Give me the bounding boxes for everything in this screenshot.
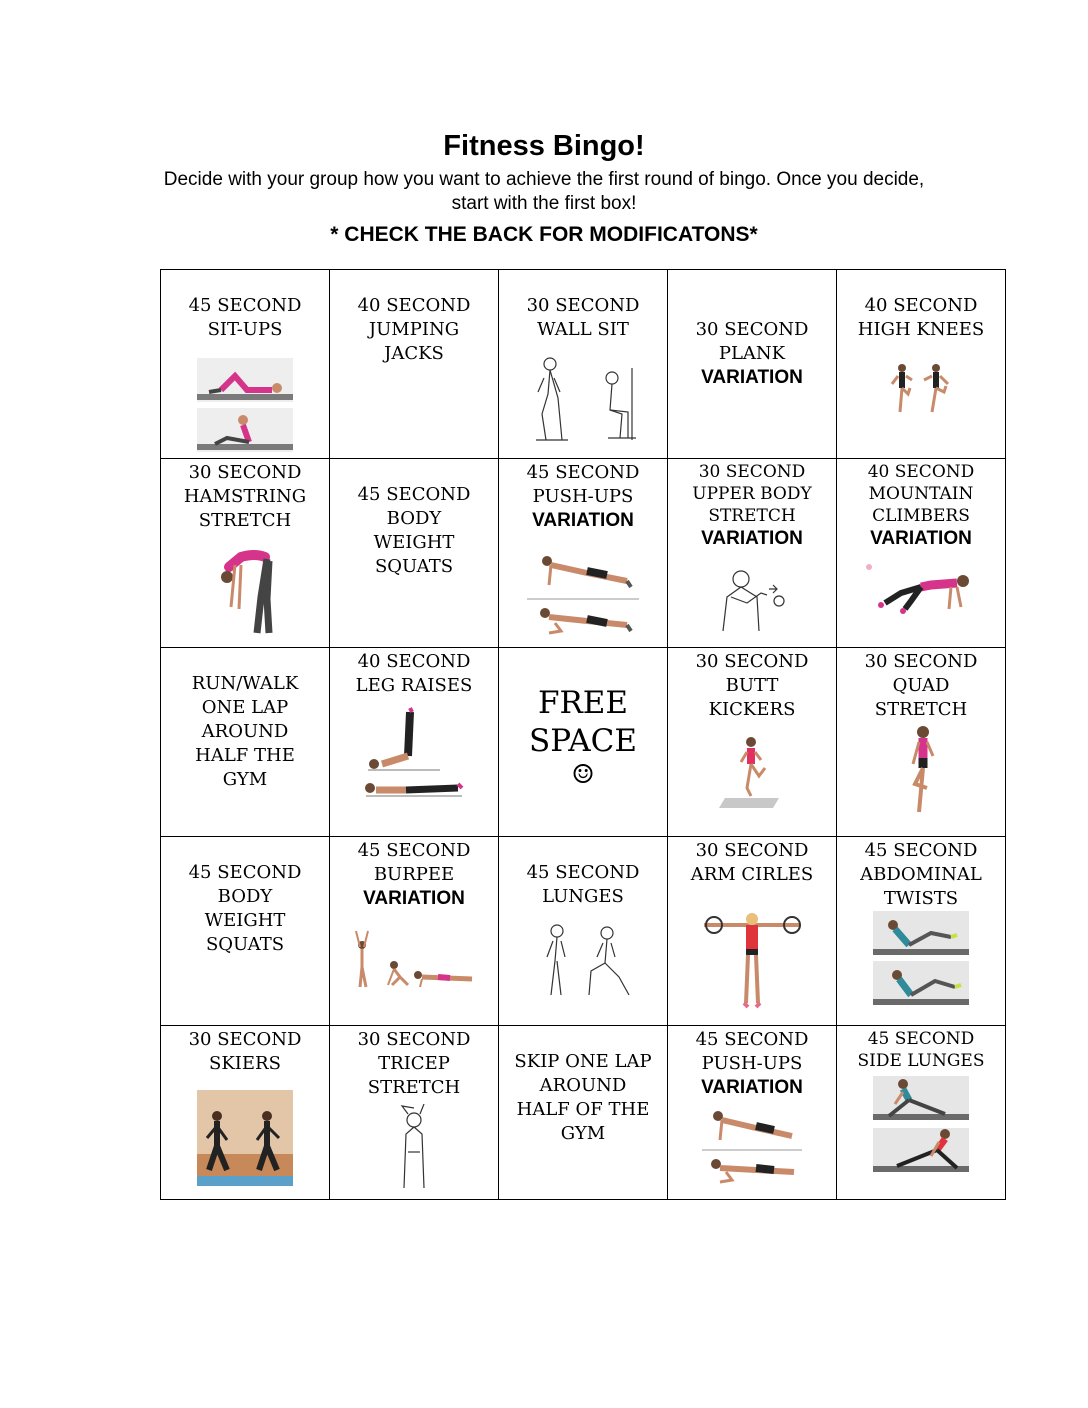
abdominal-twists-photo-icon bbox=[873, 911, 969, 1005]
skiers-photo-icon bbox=[197, 1090, 293, 1186]
butt-kickers-photo-icon bbox=[717, 734, 787, 810]
cell-exercise: BURPEE bbox=[373, 864, 455, 885]
variation-label: VARIATION bbox=[870, 528, 972, 549]
cell-exercise: SIDE LUNGES bbox=[857, 1051, 985, 1071]
cell-duration: 45 SECOND bbox=[357, 484, 471, 505]
cell-exercise-cont: STRETCH bbox=[874, 699, 968, 720]
arm-circles-photo-icon bbox=[700, 911, 804, 1009]
page-instructions: Decide with your group how you want to achieve the first round of bingo. Once you decide, start with the first box! bbox=[163, 169, 925, 214]
cell-exercise: SIT-UPS bbox=[207, 319, 283, 340]
cell-exercise-cont: SQUATS bbox=[374, 556, 454, 577]
page-header bbox=[0, 128, 1088, 248]
cell-duration: 45 SECOND bbox=[867, 1029, 975, 1049]
free-label: FREE bbox=[537, 685, 629, 721]
bingo-cell-sit-ups[interactable] bbox=[161, 270, 330, 459]
space-label: SPACE bbox=[529, 723, 637, 759]
cell-exercise-cont: WEIGHT bbox=[204, 910, 286, 931]
cell-duration: 30 SECOND bbox=[188, 1029, 302, 1050]
burpee-photo-icon bbox=[352, 927, 476, 991]
bingo-cell-butt-kickers[interactable] bbox=[668, 648, 837, 837]
cell-exercise: BUTT bbox=[725, 675, 779, 696]
cell-duration: 45 SECOND bbox=[357, 840, 471, 861]
bingo-cell-run-walk-lap[interactable] bbox=[161, 648, 330, 837]
cell-exercise: SKIP ONE LAP bbox=[514, 1051, 652, 1072]
cell-duration: 45 SECOND bbox=[864, 840, 978, 861]
bingo-cell-hamstring-stretch[interactable] bbox=[161, 459, 330, 648]
cell-exercise-cont: AROUND bbox=[539, 1075, 627, 1096]
cell-exercise-cont: TWISTS bbox=[883, 888, 959, 909]
bingo-cell-plank[interactable] bbox=[668, 270, 837, 459]
cell-duration: 30 SECOND bbox=[357, 1029, 471, 1050]
bingo-cell-skiers[interactable] bbox=[161, 1026, 330, 1200]
bingo-cell-lunges[interactable] bbox=[499, 837, 668, 1026]
cell-exercise: BODY bbox=[217, 886, 273, 907]
mountain-climbers-photo-icon bbox=[865, 563, 977, 619]
bingo-cell-leg-raises[interactable] bbox=[330, 648, 499, 837]
bingo-cell-abdominal-twists[interactable] bbox=[837, 837, 1006, 1026]
cell-exercise: LUNGES bbox=[542, 886, 624, 907]
cell-exercise: ARM CIRLES bbox=[690, 864, 814, 885]
cell-duration: 30 SECOND bbox=[695, 840, 809, 861]
cell-duration: 30 SECOND bbox=[695, 319, 809, 340]
cell-duration: 45 SECOND bbox=[526, 862, 640, 883]
bingo-cell-mountain-climbers[interactable] bbox=[837, 459, 1006, 648]
bingo-row bbox=[161, 459, 1006, 648]
cell-exercise: UPPER BODY bbox=[692, 484, 812, 504]
bingo-cell-free-space[interactable] bbox=[499, 648, 668, 837]
cell-exercise: LEG RAISES bbox=[355, 675, 473, 696]
cell-exercise: MOUNTAIN bbox=[868, 484, 974, 504]
push-ups-photo-icon bbox=[527, 547, 639, 639]
cell-exercise-cont: CLIMBERS bbox=[872, 506, 970, 526]
cell-exercise-cont: GYM bbox=[560, 1123, 606, 1144]
cell-exercise-cont: WEIGHT bbox=[373, 532, 455, 553]
smiley-icon: ☺ bbox=[571, 760, 595, 790]
variation-label: VARIATION bbox=[701, 528, 803, 549]
bingo-row bbox=[161, 1026, 1006, 1200]
bingo-cell-side-lunges[interactable] bbox=[837, 1026, 1006, 1200]
bingo-row bbox=[161, 648, 1006, 837]
tricep-stretch-sketch-icon bbox=[394, 1104, 434, 1190]
bingo-cell-skip-lap[interactable] bbox=[499, 1026, 668, 1200]
cell-exercise: PUSH-UPS bbox=[532, 486, 634, 507]
cell-exercise-cont: STRETCH bbox=[198, 510, 292, 531]
bingo-row bbox=[161, 837, 1006, 1026]
cell-exercise-cont: KICKERS bbox=[708, 699, 796, 720]
bingo-cell-push-ups[interactable] bbox=[499, 459, 668, 648]
cell-duration: 45 SECOND bbox=[526, 462, 640, 483]
cell-exercise: TRICEP bbox=[378, 1053, 450, 1074]
cell-exercise-cont: GYM bbox=[222, 769, 268, 790]
cell-exercise-cont: SQUATS bbox=[205, 934, 285, 955]
bingo-cell-upper-body-stretch[interactable] bbox=[668, 459, 837, 648]
cell-duration: 30 SECOND bbox=[695, 651, 809, 672]
hamstring-stretch-photo-icon bbox=[205, 547, 285, 637]
bingo-cell-arm-circles[interactable] bbox=[668, 837, 837, 1026]
quad-stretch-photo-icon bbox=[893, 724, 949, 816]
cell-exercise: ABDOMINAL bbox=[860, 864, 982, 885]
page-title: Fitness Bingo! bbox=[443, 130, 645, 162]
cell-exercise: PUSH-UPS bbox=[701, 1053, 803, 1074]
upper-body-stretch-sketch-icon bbox=[717, 567, 787, 633]
bingo-cell-high-knees[interactable] bbox=[837, 270, 1006, 459]
cell-duration: 45 SECOND bbox=[695, 1029, 809, 1050]
cell-exercise: RUN/WALK bbox=[191, 673, 299, 694]
cell-exercise: SKIERS bbox=[209, 1053, 281, 1074]
wall-sit-sketch-icon bbox=[528, 354, 638, 444]
cell-duration: 40 SECOND bbox=[864, 295, 978, 316]
bingo-cell-quad-stretch[interactable] bbox=[837, 648, 1006, 837]
bingo-cell-burpee[interactable] bbox=[330, 837, 499, 1026]
cell-exercise: BODY bbox=[386, 508, 442, 529]
cell-duration: 30 SECOND bbox=[188, 462, 302, 483]
cell-exercise: HIGH KNEES bbox=[857, 319, 985, 340]
bingo-grid bbox=[160, 269, 1006, 1200]
variation-label: VARIATION bbox=[701, 1077, 803, 1098]
side-lunges-photo-icon bbox=[873, 1076, 969, 1172]
cell-duration: 45 SECOND bbox=[188, 295, 302, 316]
push-ups-photo-icon bbox=[702, 1106, 802, 1184]
cell-exercise-cont: HALF THE bbox=[195, 745, 295, 766]
lunges-sketch-icon bbox=[533, 921, 633, 999]
cell-exercise: PLANK bbox=[718, 343, 786, 364]
cell-duration: 40 SECOND bbox=[357, 651, 471, 672]
cell-duration: 30 SECOND bbox=[526, 295, 640, 316]
sit-ups-photo-icon bbox=[197, 358, 293, 452]
leg-raises-photo-icon bbox=[362, 706, 466, 800]
bingo-cell-tricep-stretch[interactable] bbox=[330, 1026, 499, 1200]
high-knees-photo-icon bbox=[886, 362, 956, 416]
cell-exercise-cont: HALF OF THE bbox=[516, 1099, 650, 1120]
cell-duration: 45 SECOND bbox=[188, 862, 302, 883]
variation-label: VARIATION bbox=[532, 510, 634, 531]
cell-duration: 30 SECOND bbox=[698, 462, 806, 482]
cell-duration: 30 SECOND bbox=[864, 651, 978, 672]
cell-exercise-cont: JACKS bbox=[384, 343, 444, 364]
cell-duration: 40 SECOND bbox=[867, 462, 975, 482]
modifications-note: * CHECK THE BACK FOR MODIFICATONS* bbox=[330, 223, 758, 246]
cell-exercise-cont: STRETCH bbox=[367, 1077, 461, 1098]
cell-exercise-cont: STRETCH bbox=[708, 506, 796, 526]
bingo-cell-jumping-jacks[interactable] bbox=[330, 270, 499, 459]
variation-label: VARIATION bbox=[701, 367, 803, 388]
bingo-cell-squats[interactable] bbox=[330, 459, 499, 648]
cell-exercise: WALL SIT bbox=[537, 319, 629, 340]
cell-exercise: HAMSTRING bbox=[183, 486, 307, 507]
cell-duration: 40 SECOND bbox=[357, 295, 471, 316]
cell-exercise: JUMPING bbox=[368, 319, 460, 340]
bingo-cell-wall-sit[interactable] bbox=[499, 270, 668, 459]
bingo-cell-push-ups-2[interactable] bbox=[668, 1026, 837, 1200]
bingo-row bbox=[161, 270, 1006, 459]
cell-exercise-cont: ONE LAP bbox=[201, 697, 289, 718]
variation-label: VARIATION bbox=[363, 888, 465, 909]
cell-exercise-cont: AROUND bbox=[201, 721, 289, 742]
cell-exercise: QUAD bbox=[892, 675, 950, 696]
bingo-cell-squats-2[interactable] bbox=[161, 837, 330, 1026]
